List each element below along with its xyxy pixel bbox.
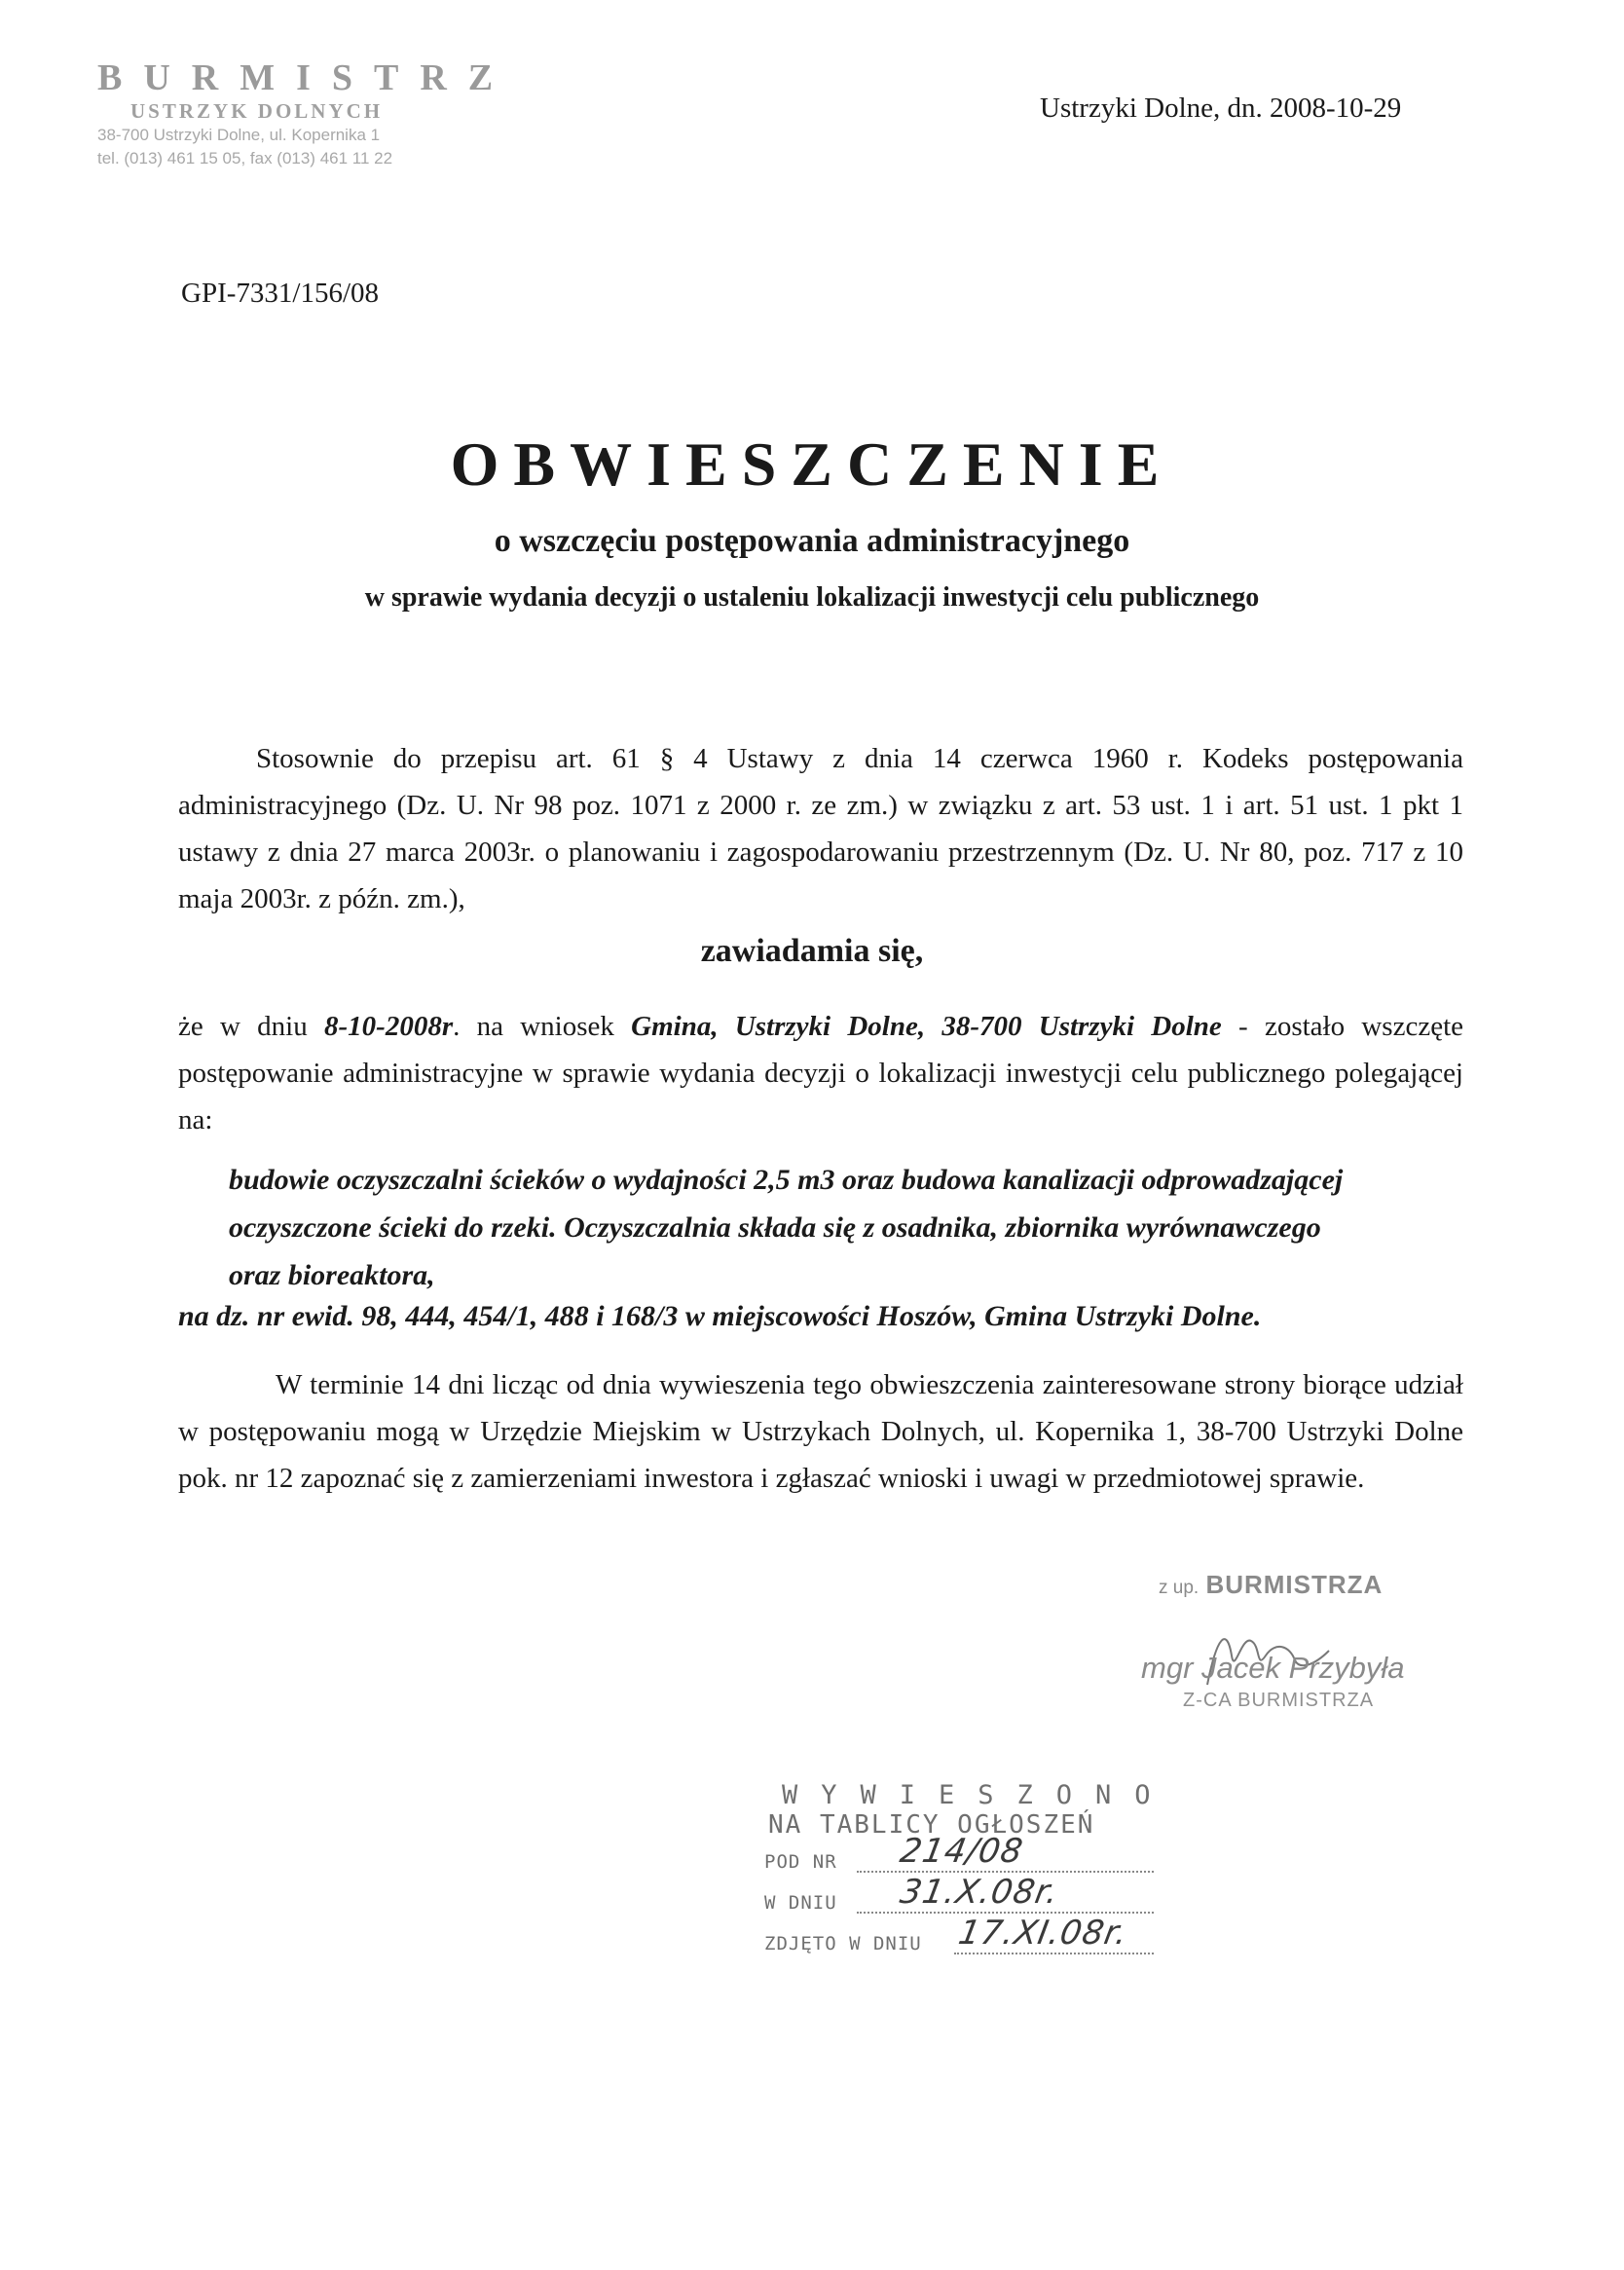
announcement: zawiadamia się, <box>700 933 924 969</box>
posting-stamp-subtitle: NA TABLICY OGŁOSZEŃ <box>768 1810 1095 1840</box>
posting-stamp-title: WYWIESZONO <box>782 1780 1174 1810</box>
posting-stamp-row <box>764 1914 1212 1962</box>
posting-number-label: POD NR <box>764 1851 837 1873</box>
project-description: budowie oczyszczalni ścieków o wydajności 2,5 m3 oraz budowa kanalizacji odprowadzającej oczyszczone ścieki do rzeki. Oczyszczalnia składa się z osadnika, zbiornika wyrównawczego oraz bioreaktora, <box>229 1164 1344 1291</box>
paragraph-2-part-2: . na wniosek <box>453 1011 632 1042</box>
reference-number: GPI-7331/156/08 <box>181 278 379 309</box>
letterhead-phone: tel. (013) 461 15 05, fax (013) 461 11 22 <box>97 149 393 167</box>
paragraph-2-part-3: - zostało wszczęte postępowanie administracyjne w sprawie wydania decyzji o lokalizacji inwestycji celu publicznego polegającej na: <box>178 1011 1464 1135</box>
letterhead-subtitle: USTRZYK DOLNYCH <box>130 99 384 123</box>
posting-stamp <box>764 1780 1212 1962</box>
letterhead-address: 38-700 Ustrzyki Dolne, ul. Kopernika 1 <box>97 126 381 144</box>
posting-date-value: 31.X.08r. <box>897 1873 1062 1912</box>
applicant-name: Gmina, Ustrzyki Dolne, 38-700 Ustrzyki Dolne <box>631 1011 1222 1042</box>
removal-date-value: 17.XI.08r. <box>955 1914 1131 1953</box>
plot-numbers-line: na dz. nr ewid. 98, 444, 454/1, 488 i 168/3 w miejscowości Hoszów, Gmina Ustrzyki Dolne. <box>178 1300 1262 1332</box>
document-subtitle-1: o wszczęciu postępowania administracyjnego <box>494 523 1130 559</box>
signatory-role: Z-CA BURMISTRZA <box>1183 1690 1375 1711</box>
letterhead-title: BURMISTRZ <box>97 57 515 98</box>
initiation-date: 8-10-2008r <box>324 1011 454 1042</box>
signature-authority-prefix: z up. <box>1159 1578 1200 1598</box>
paragraph-proceedings <box>178 1003 1463 1143</box>
signature-authority <box>1159 1570 1383 1600</box>
posting-date-label: W DNIU <box>764 1892 837 1914</box>
signatory-name: mgr Jacek Przybyła <box>1141 1651 1405 1685</box>
removal-date-dotted-line <box>954 1953 1154 1954</box>
letterhead-stamp <box>97 56 515 170</box>
paragraph-2-part-1: że w dniu <box>178 1011 324 1042</box>
date-line: Ustrzyki Dolne, dn. 2008-10-29 <box>1040 93 1402 124</box>
paragraph-legal-basis: Stosownie do przepisu art. 61 § 4 Ustawy z dnia 14 czerwca 1960 r. Kodeks postępowania administracyjnego (Dz. U. Nr 98 poz. 1071 z 2000 r. ze zm.) w związku z art. 53 ust. 1 i art. 51 ust. 1 pkt 1 ustawy z dnia 27 marca 2003r. o planowaniu i zagospodarowaniu przestrzennym (Dz. U. Nr 80, poz. 717 z 10 maja 2003r. z późn. zm.), <box>178 743 1463 914</box>
removal-date-label: ZDJĘTO W DNIU <box>764 1933 922 1954</box>
document-subtitle-2: w sprawie wydania decyzji o ustaleniu lokalizacji inwestycji celu publicznego <box>364 582 1260 613</box>
posting-number-value: 214/08 <box>897 1832 1027 1871</box>
document-title: OBWIESZCZENIE <box>450 429 1174 499</box>
signature-authority-title: BURMISTRZA <box>1205 1570 1384 1599</box>
paragraph-consultation: W terminie 14 dni licząc od dnia wywieszenia tego obwieszczenia zainteresowane strony biorące udział w postępowaniu mogą w Urzędzie Miejskim w Ustrzykach Dolnych, ul. Kopernika 1, 38-700 Ustrzyki Dolne pok. nr 12 zapoznać się z zamierzeniami inwestora i zgłaszać wnioski i uwagi w przedmiotowej sprawie. <box>178 1369 1463 1494</box>
